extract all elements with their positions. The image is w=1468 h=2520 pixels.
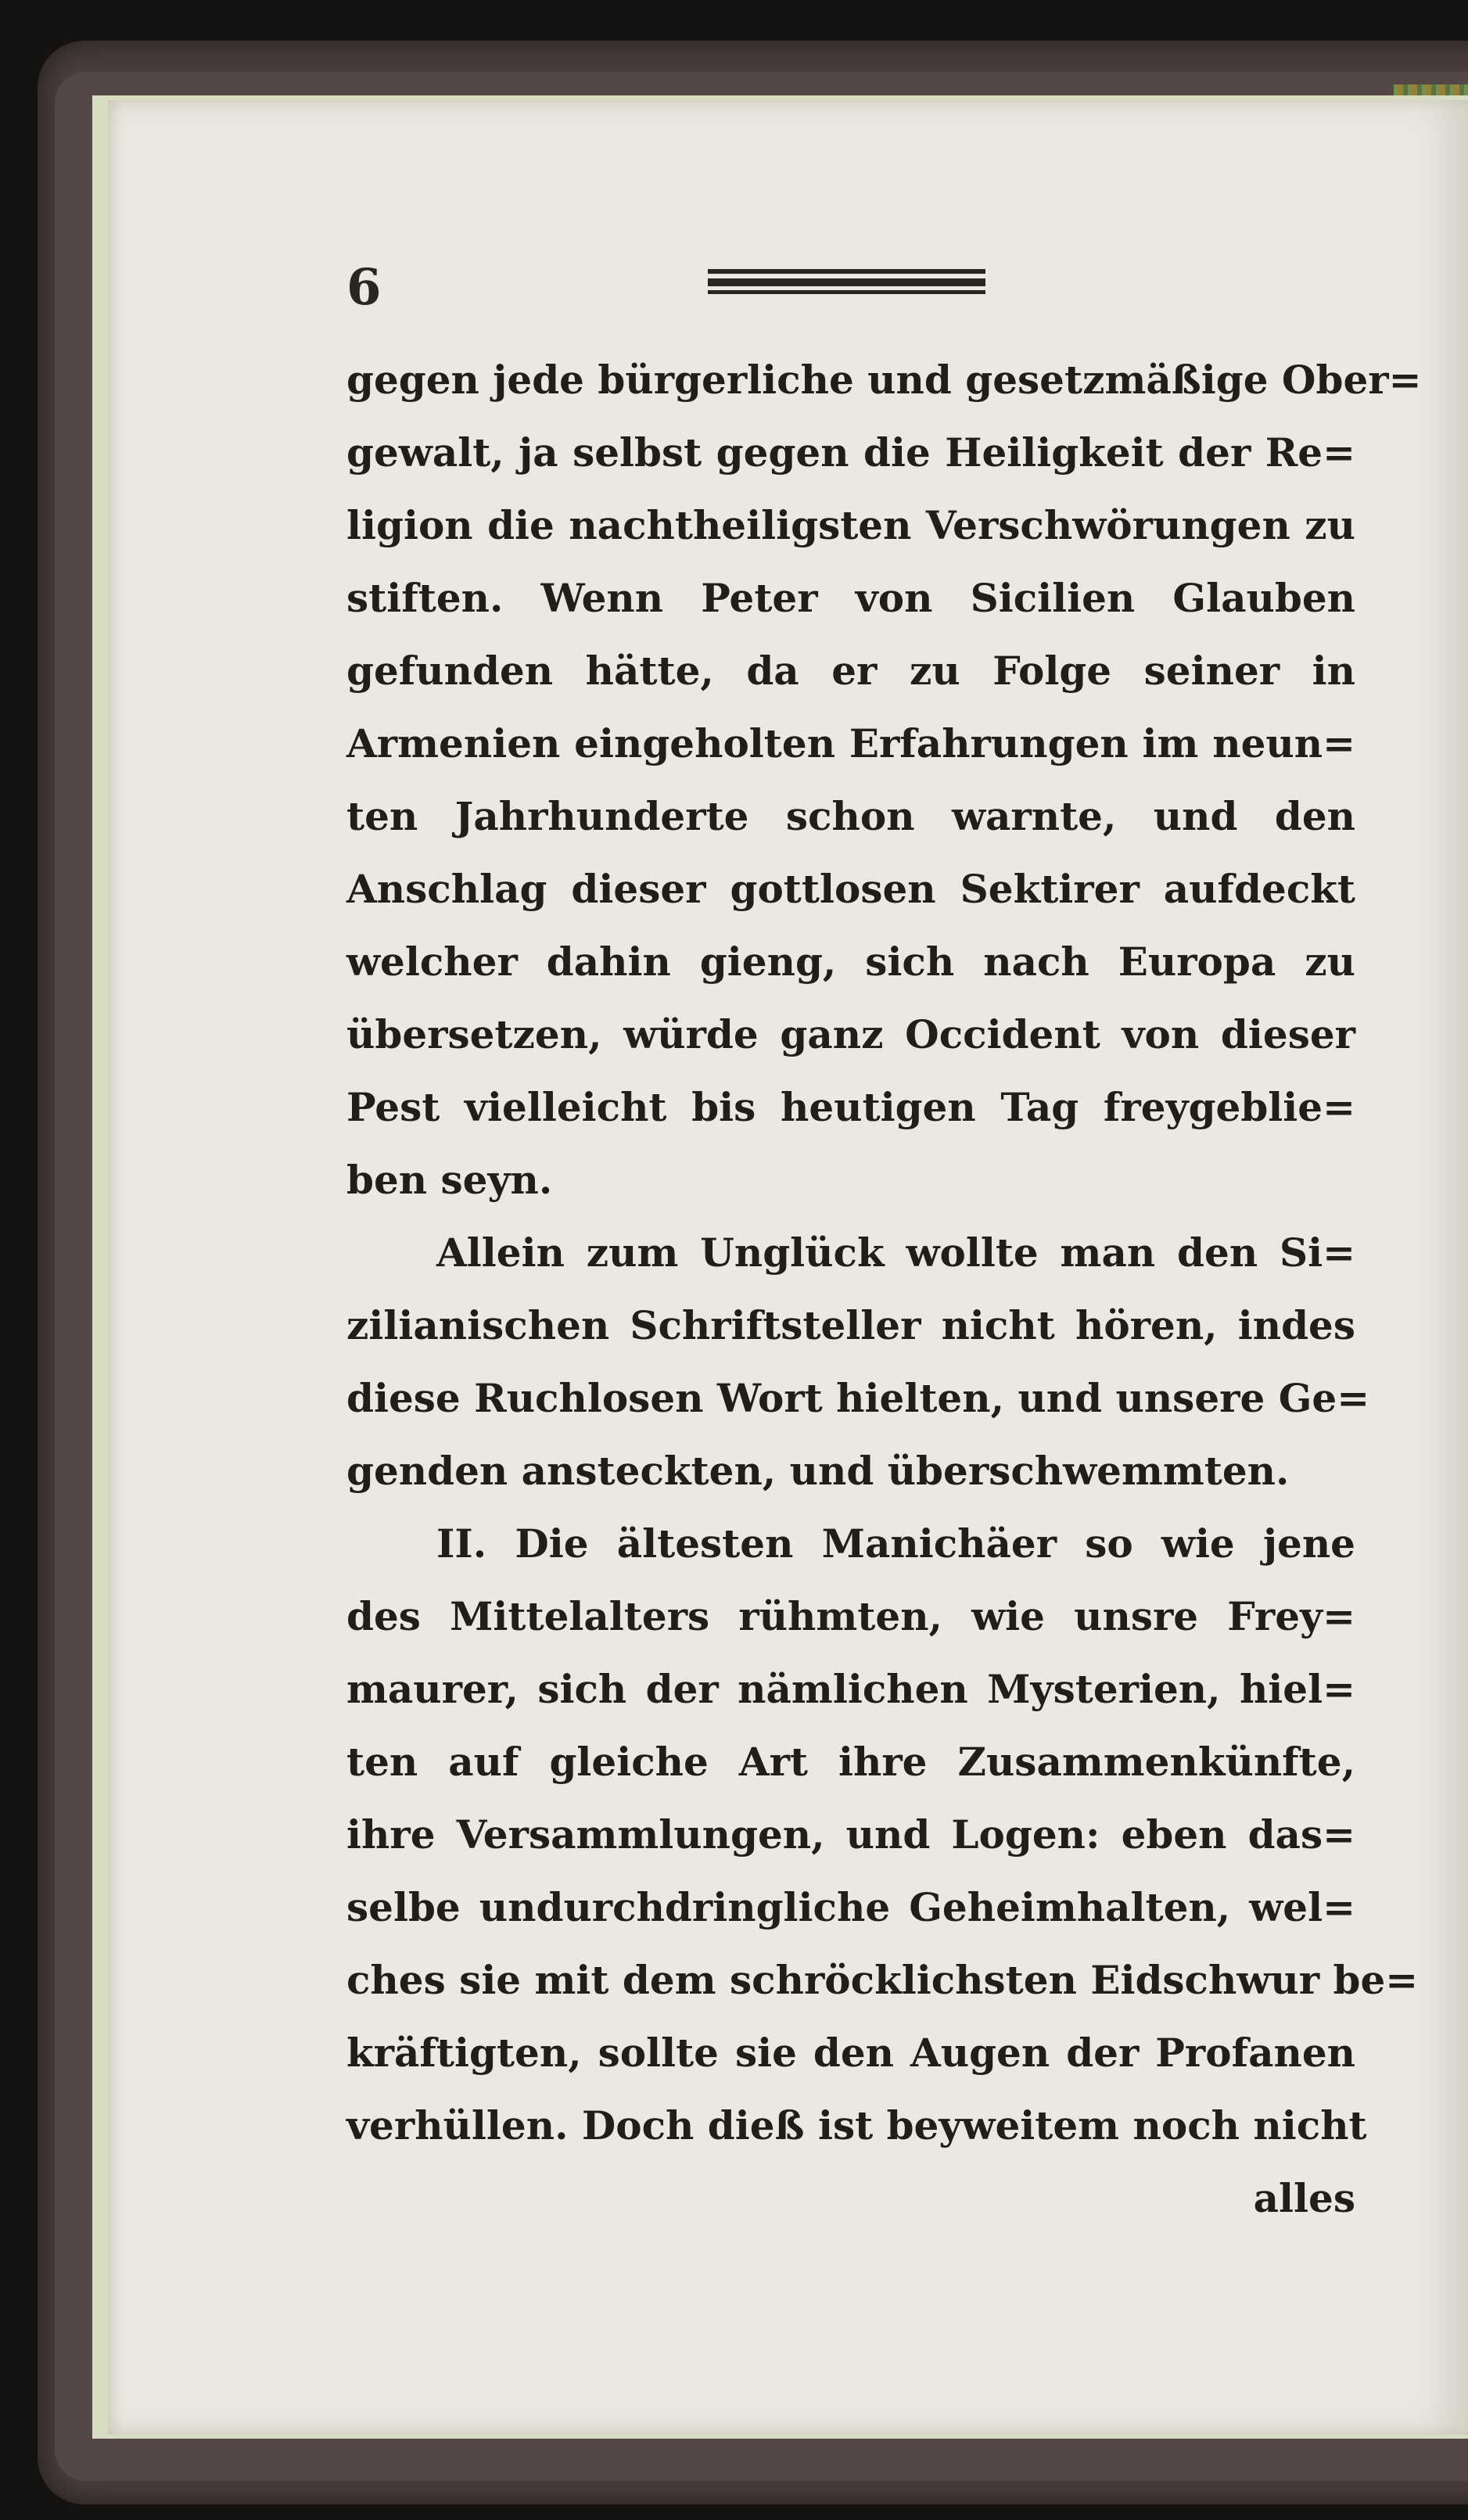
text-line: gegen jede bürgerliche und gesetzmäßige Ober= bbox=[346, 357, 1422, 403]
text-line: ten auf gleiche Art ihre Zusammenkünfte, bbox=[346, 1739, 1355, 1785]
text-line: genden ansteckten, und überschwemmten. bbox=[346, 1448, 1290, 1494]
text-line: kräftigten, sollte sie den Augen der Profanen bbox=[346, 2030, 1355, 2076]
text-line: stiften. Wenn Peter von Sicilien Glauben bbox=[346, 575, 1355, 621]
text-line: Pest vielleicht bis heutigen Tag freygeblie= bbox=[346, 1084, 1355, 1130]
text-line: Anschlag dieser gottlosen Sektirer aufdeckt bbox=[346, 866, 1355, 912]
text-line: selbe undurchdringliche Geheimhalten, wel= bbox=[346, 1884, 1355, 1930]
text-line: zilianischen Schriftsteller nicht hören, indes bbox=[346, 1302, 1355, 1348]
text-line: ten Jahrhunderte schon warnte, und den bbox=[346, 793, 1355, 839]
text-line: ches sie mit dem schröcklichsten Eidschwur be= bbox=[346, 1957, 1419, 2003]
ornament-bar-top bbox=[708, 269, 985, 274]
ornament-bar-middle bbox=[708, 278, 985, 286]
text-line: ligion die nachtheiligsten Verschwörungen zu bbox=[346, 502, 1355, 548]
text-line: Allein zum Unglück wollte man den Si= bbox=[436, 1229, 1355, 1276]
text-line: welcher dahin gieng, sich nach Europa zu bbox=[346, 939, 1355, 985]
text-line: maurer, sich der nämlichen Mysterien, hiel= bbox=[346, 1666, 1355, 1712]
page-number: 6 bbox=[346, 258, 382, 317]
text-line: diese Ruchlosen Wort hielten, und unsere Ge= bbox=[346, 1375, 1370, 1421]
catchword: alles bbox=[1253, 2175, 1355, 2221]
ornament-bar-bottom bbox=[708, 290, 985, 294]
header-ornament-rule bbox=[708, 266, 985, 296]
text-line: verhüllen. Doch dieß ist beyweitem noch nicht bbox=[346, 2102, 1367, 2148]
text-line: Armenien eingeholten Erfahrungen im neun= bbox=[346, 720, 1355, 766]
text-line: gewalt, ja selbst gegen die Heiligkeit der Re= bbox=[346, 429, 1355, 476]
text-line: des Mittelalters rühmten, wie unsre Frey= bbox=[346, 1593, 1355, 1639]
text-line: II. Die ältesten Manichäer so wie jene bbox=[436, 1520, 1355, 1567]
text-line: ben seyn. bbox=[346, 1157, 553, 1203]
text-line: gefunden hätte, da er zu Folge seiner in bbox=[346, 648, 1355, 694]
text-line: ihre Versammlungen, und Logen: eben das= bbox=[346, 1811, 1355, 1858]
text-line: übersetzen, würde ganz Occident von dieser bbox=[346, 1011, 1355, 1057]
